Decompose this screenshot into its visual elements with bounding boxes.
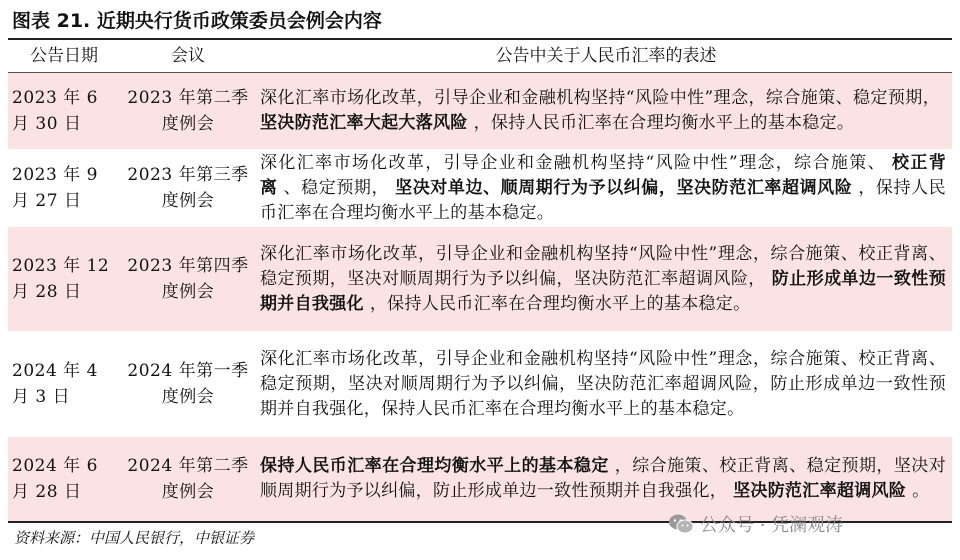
header-date: 公告日期	[30, 46, 98, 66]
statement-bold-text: 坚决防范汇率超调风险	[733, 481, 907, 501]
statement-text: ，保持人民币汇率在合理均衡水平上的基本稳定。	[260, 177, 946, 223]
statement-cell	[260, 227, 952, 331]
table-row	[8, 149, 952, 227]
meeting-line: 度例会	[161, 114, 215, 134]
date-line: 月 3 日	[12, 387, 71, 407]
statement-text: 深化汇率市场化改革，引导企业和金融机构坚持“风险中性”理念，综合施策、校正背离、稳定预期，坚决对顺周期行为予以纠偏，坚决防范汇率超调风险，防止形成单边一致性预期并自我强化，保持人民币汇率在合理均衡水平上的基本稳定。	[260, 348, 946, 419]
meeting-cell	[116, 437, 260, 521]
meeting-cell	[116, 149, 260, 227]
title-rule	[8, 38, 952, 40]
meeting-cell	[116, 73, 260, 149]
meeting-line: 度例会	[161, 482, 215, 502]
date-cell	[12, 73, 116, 149]
date-line: 月 30 日	[12, 114, 82, 134]
statement-text: 、稳定预期，	[283, 177, 390, 198]
source-note: 资料来源：中国人民银行，中银证券	[14, 529, 255, 547]
meeting-cell	[116, 227, 260, 331]
date-line: 2023 年 12	[12, 256, 110, 276]
statement-text: ，保持人民币汇率在合理均衡水平上的基本稳定。	[369, 293, 751, 314]
statement-cell	[260, 73, 952, 149]
meeting-line: 度例会	[161, 191, 215, 211]
header-statement: 公告中关于人民币汇率的表述	[495, 46, 717, 66]
meeting-line: 2024 年第一季	[127, 361, 249, 381]
meeting-line: 2023 年第二季	[127, 88, 249, 108]
date-line: 月 27 日	[12, 191, 82, 211]
statement-text: 。	[912, 481, 930, 501]
statement-cell	[260, 331, 952, 437]
statement-text: 深化汇率市场化改革，引导企业和金融机构坚持“风险中性”理念，综合施策、	[260, 152, 886, 173]
figure-title: 图表 21. 近期央行货币政策委员会例会内容	[12, 10, 382, 32]
statement-cell	[260, 149, 952, 227]
date-cell	[12, 331, 116, 437]
date-line: 2024 年 6	[12, 456, 98, 476]
meeting-line: 度例会	[161, 387, 215, 407]
statement-bold-text: 坚决防范汇率大起大落风险	[260, 113, 468, 133]
table-row	[8, 73, 952, 149]
date-line: 2023 年 6	[12, 88, 98, 108]
statement-bold-text: 校正背离	[260, 152, 946, 198]
statement-cell	[260, 437, 952, 521]
meeting-cell	[116, 331, 260, 437]
meeting-line: 度例会	[161, 282, 215, 302]
date-line: 2024 年 4	[12, 361, 98, 381]
table-row	[8, 331, 952, 437]
statement-text: 深化汇率市场化改革，引导企业和金融机构坚持“风险中性”理念，综合施策、稳定预期，	[260, 88, 940, 108]
date-cell	[12, 437, 116, 521]
statement-bold-text: 保持人民币汇率在合理均衡水平上的基本稳定	[260, 456, 609, 476]
watermark-text: 公众号 · 凭澜观涛	[700, 515, 844, 536]
meeting-line: 2023 年第三季	[127, 165, 249, 185]
table-row	[8, 227, 952, 331]
statement-bold-text: 坚决对单边、顺周期行为予以纠偏，坚决防范汇率超调风险	[395, 177, 853, 198]
meeting-line: 2023 年第四季	[127, 256, 249, 276]
wechat-icon	[668, 513, 694, 535]
header-meeting: 会议	[171, 46, 205, 66]
date-cell	[12, 227, 116, 331]
watermark	[668, 511, 843, 537]
date-line: 2023 年 9	[12, 165, 98, 185]
statement-text: ，综合施策、校正背离、稳定预期，坚决对顺周期行为予以纠偏，防止形成单边一致性预期并自我强化，	[260, 456, 947, 501]
table-row	[8, 437, 952, 521]
date-cell	[12, 149, 116, 227]
statement-text: ，保持人民币汇率在合理均衡水平上的基本稳定。	[473, 113, 855, 133]
date-line: 月 28 日	[12, 282, 82, 302]
statement-text: 深化汇率市场化改革，引导企业和金融机构坚持“风险中性”理念，综合施策、校正背离、稳定预期，坚决对顺周期行为予以纠偏，坚决防范汇率超调风险，	[260, 243, 946, 289]
statement-bold-text: 防止形成单边一致性预期并自我强化	[260, 268, 947, 314]
meeting-line: 2024 年第二季	[127, 456, 249, 476]
date-line: 月 28 日	[12, 482, 82, 502]
